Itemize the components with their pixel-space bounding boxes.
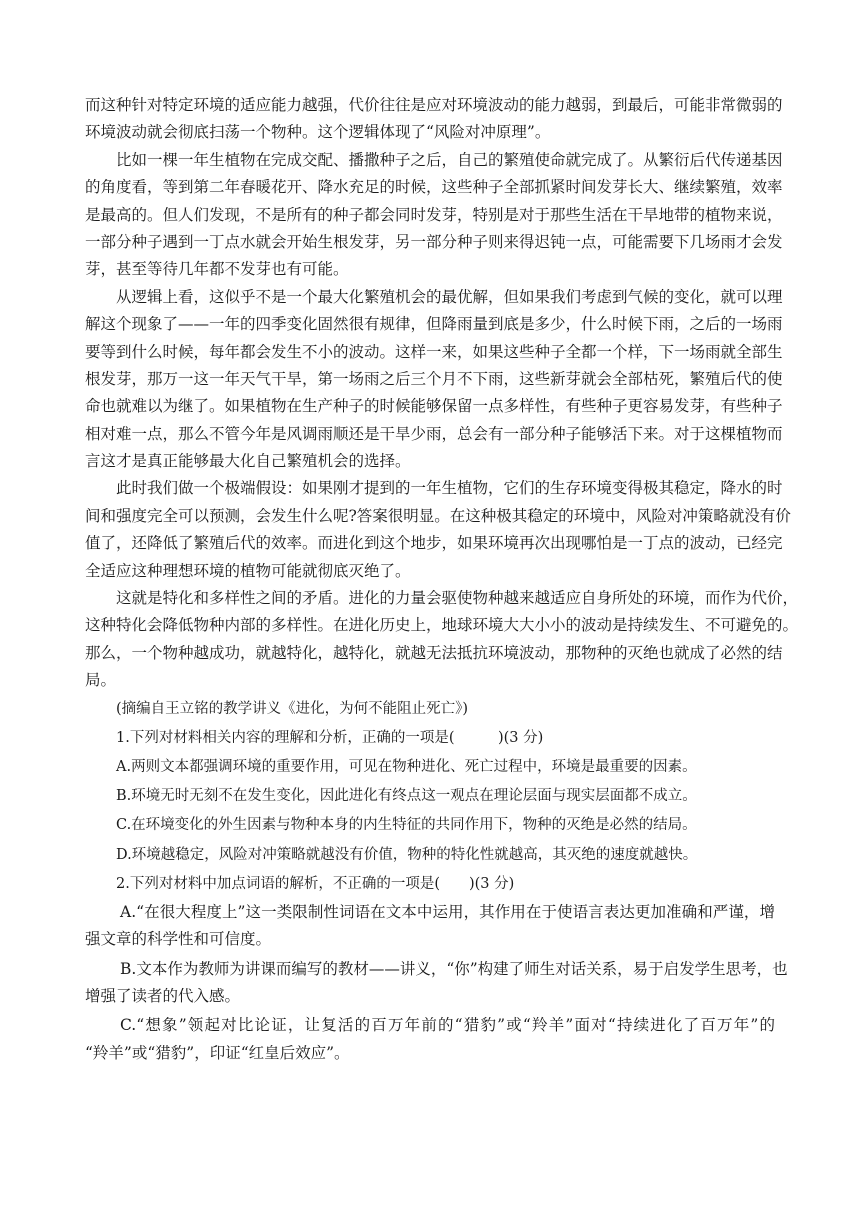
text-line: 一部分种子遇到一丁点水就会开始生根发芽，另一部分种子则来得迟钝一点，可能需要下几场雨才会发 [85,232,783,251]
option-c-cont: “羚羊”或“猎豹”，印证“红皇后效应”。 [85,1043,350,1062]
option-b-cont: 增强了读者的代入感。 [85,987,241,1006]
text-line: 那么，一个物种越成功，就越特化，越特化，就越无法抵抗环境波动，那物种的灭绝也就成了必然的结 [85,643,783,662]
paragraph [85,475,791,585]
option-b: B.环境无时无刻不在发生变化，因此进化有终点这一观点在理论层面与现实层面都不成立。 [116,788,697,805]
text-line: 解这个现象了——一年的四季变化固然很有规律，但降雨量到底是多少，什么时候下雨，之后的一场雨 [85,315,783,334]
question-1 [85,724,775,870]
question-stem: 1.下列对材料相关内容的理解和分析，正确的一项是( )(3 分) [116,729,544,746]
option-a: A.“在很大程度上”这一类限制性词语在文本中运用，其作用在于使语言表达更加准确和严谨，增 [120,902,775,921]
text-line: 环境波动就会彻底扫荡一个物种。这个逻辑体现了“风险对冲原理”。 [85,123,551,142]
text-line: 芽，甚至等待几年都不发芽也有可能。 [85,260,349,279]
question-2 [85,870,788,1068]
text-line: 值了，还降低了繁殖后代的效率。而进化到这个地步，如果环境再次出现哪怕是一丁点的波动，已经完 [85,534,783,553]
option-c: C.“想象”领起对比论证，让复活的百万年前的“猎豹”或“羚羊”面对“持续进化了百万年”的 [120,1016,775,1035]
text-line: 局。 [85,671,117,690]
option-b: B.文本作为教师为讲课而编写的教材——讲义，“你”构建了师生对话关系，易于启发学生思考，也 [120,959,788,978]
text-line: 间和强度完全可以预测，会发生什么呢?答案很明显。在这种极其稳定的环境中，风险对冲策略就没有价 [85,506,791,525]
paragraph [85,92,783,147]
option-c: C.在环境变化的外生因素与物种本身的内生特征的共同作用下，物种的灭绝是必然的结局。 [116,817,697,834]
option-a: A.两则文本都强调环境的重要作用，可见在物种进化、死亡过程中，环境是最重要的因素。 [116,758,697,775]
text-line: 从逻辑上看，这似乎不是一个最大化繁殖机会的最优解，但如果我们考虑到气候的变化，就可以理 [116,287,783,306]
text-line: 要等到什么时候，每年都会发生不小的波动。这样一来，如果这些种子全都一个样，下一场雨就全部生 [85,342,783,361]
paragraph [85,147,783,284]
option-a-cont: 强文章的科学性和可信度。 [85,930,272,949]
source-citation: (摘编自王立铭的教学讲义《进化，为何不能阻止死亡》) [116,700,469,717]
text-line: 是最高的。但人们发现，不是所有的种子都会同时发芽，特别是对于那些生活在干旱地带的植物来说， [85,205,783,224]
paragraph [85,284,783,476]
text-line: 这种特化会降低物种内部的多样性。在进化历史上，地球环境大大小小的波动是持续发生、不可避免的。 [85,616,799,635]
text-line: 这就是特化和多样性之间的矛盾。进化的力量会驱使物种越来越适应自身所处的环境，而作为代价， [116,589,799,608]
text-line: 命也就难以为继了。如果植物在生产种子的时候能够保留一点多样性，有些种子更容易发芽，有些种子 [85,397,783,416]
option-d: D.环境越稳定，风险对冲策略就越没有价值，物种的特化性就越高，其灭绝的速度就越快。 [116,846,698,863]
text-line: 比如一棵一年生植物在完成交配、播撒种子之后，自己的繁殖使命就完成了。从繁衍后代传递基因 [116,150,783,169]
text-line: 此时我们做一个极端假设：如果刚才提到的一年生植物，它们的生存环境变得极其稳定，降水的时 [116,479,783,498]
text-line: 全适应这种理想环境的植物可能就彻底灭绝了。 [85,561,411,580]
text-line: 言这才是真正能够最大化自己繁殖机会的选择。 [85,452,411,471]
text-line: 的角度看，等到第二年春暖花开、降水充足的时候，这些种子全部抓紧时间发芽长大、继续繁殖，效率 [85,178,783,197]
document-page [85,92,799,1067]
text-line: 相对难一点，那么不管今年是风调雨顺还是干旱少雨，总会有一部分种子能够活下来。对于这棵植物而 [85,424,783,443]
text-line: 而这种针对特定环境的适应能力越强，代价往往是应对环境波动的能力越弱，到最后，可能非常微弱的 [85,96,783,114]
text-line: 根发芽，那万一这一年天气干旱，第一场雨之后三个月不下雨，这些新芽就会全部枯死，繁殖后代的使 [85,369,783,388]
paragraph [85,585,799,695]
question-stem: 2.下列对材料中加点词语的解析，不正确的一项是( )(3 分) [116,875,515,892]
